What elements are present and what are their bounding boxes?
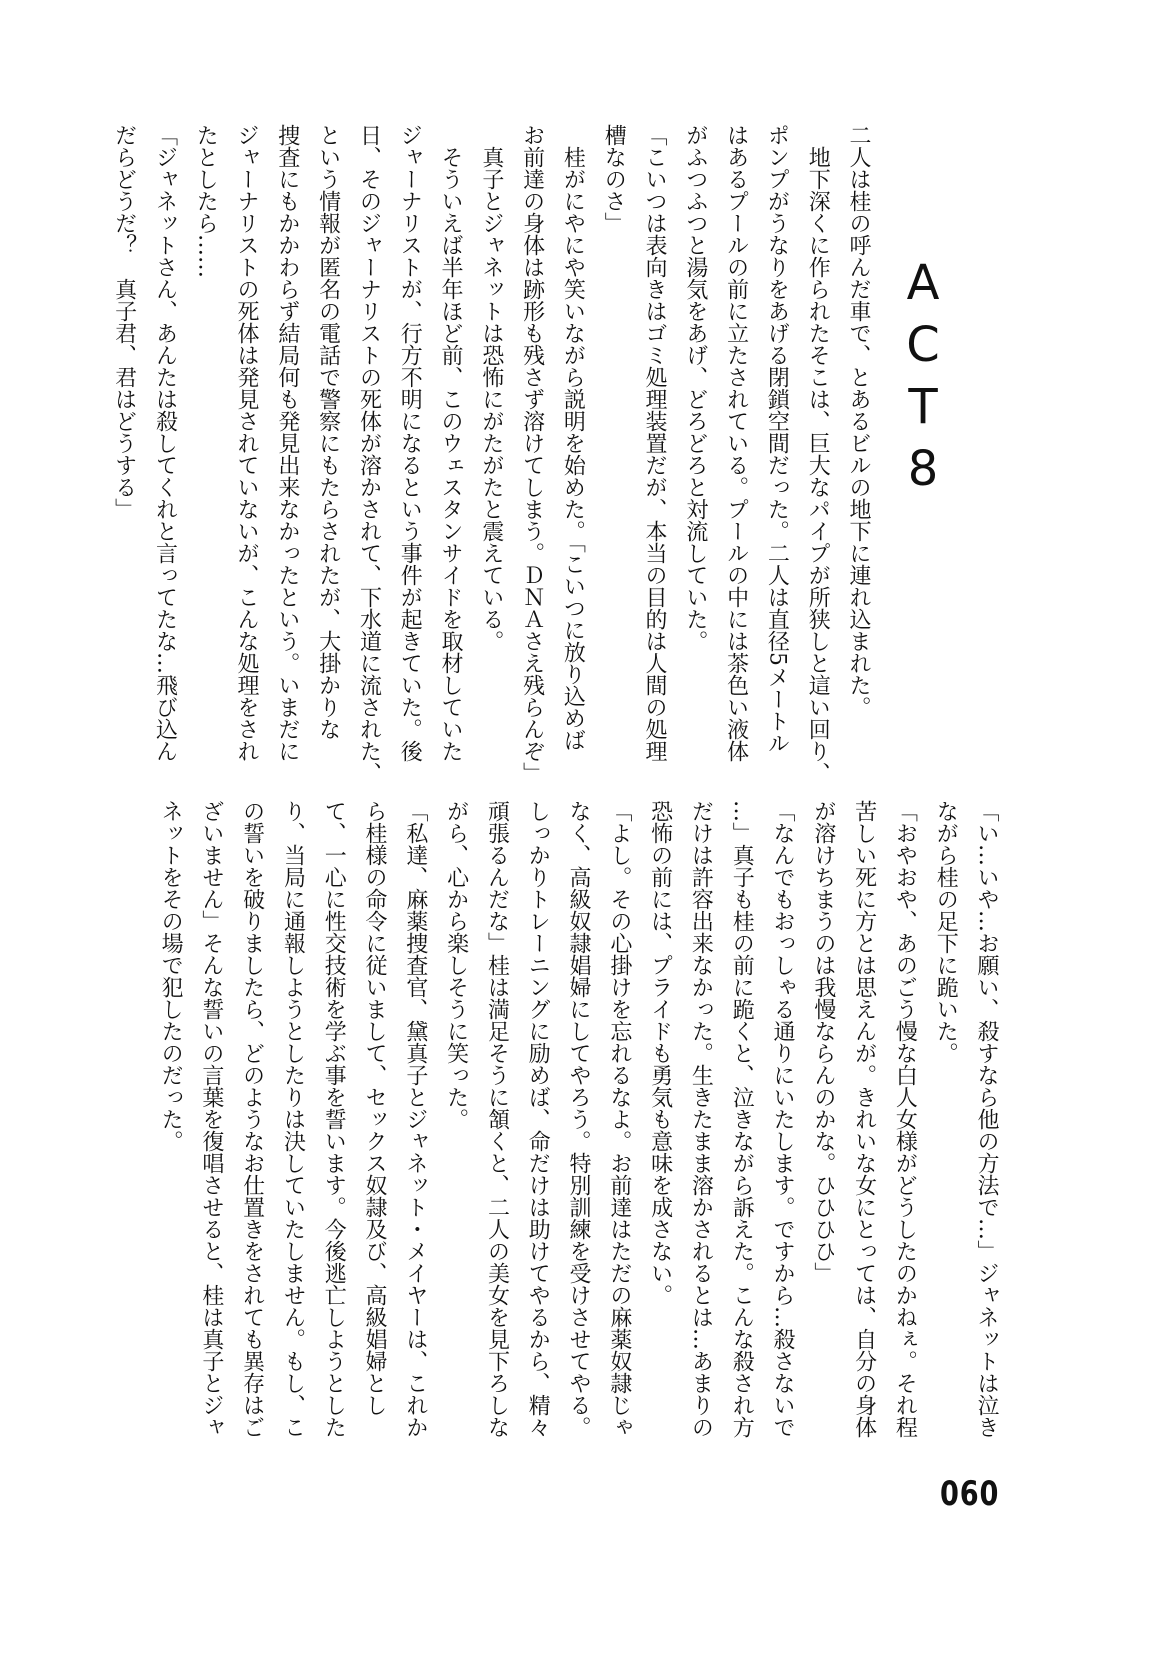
text-line: 捜査にもかかわらず結局何も発見出来なかったという。いまだに <box>274 124 300 762</box>
text-line: 「なんでもおっしゃる通りにいたします。ですから…殺さないで <box>770 800 796 1438</box>
text-line: 真子とジャネットは恐怖にがたがたと震えている。 <box>478 124 504 652</box>
text-line: お前達の身体は跡形も残さず溶けてしまう。ＤＮＡさえ残らんぞ」 <box>519 124 545 784</box>
text-line: 「こいつは表向きはゴミ処理装置だが、本当の目的は人間の処理 <box>642 124 668 762</box>
text-line: 地下深くに作られたそこは、巨大なパイプが所狭しと這い回り、 <box>805 124 831 784</box>
text-line: ざいません」そんな誓いの言葉を復唱させると、桂は真子とジャ <box>198 800 224 1438</box>
text-line: なく、高級奴隷娼婦にしてやろう。特別訓練を受けさせてやる。 <box>566 800 592 1438</box>
chapter-title: ACT8 <box>895 255 951 503</box>
text-line: 「よし。その心掛けを忘れるなよ。お前達はただの麻薬奴隷じゃ <box>606 800 632 1438</box>
text-line: ポンプがうなりをあげる閉鎖空間だった。二人は直径5メートル <box>764 124 790 754</box>
text-line: ネットをその場で犯したのだった。 <box>158 800 184 1152</box>
text-line: ら桂様の命令に従いまして、セックス奴隷及び、高級娼婦とし <box>362 800 388 1416</box>
text-line: だらどうだ？ 真子君、君はどうする」 <box>111 124 137 520</box>
text-line: の誓いを破りましたら、どのようなお仕置きをされても異存はご <box>239 800 265 1438</box>
text-line: がら、心から楽しそうに笑った。 <box>443 800 469 1130</box>
lower-text-block <box>144 800 1006 1464</box>
text-line: 頑張るんだな」桂は満足そうに頷くと、二人の美女を見下ろしな <box>484 800 510 1438</box>
text-line: て、一心に性交技術を学ぶ事を誓います。今後逃亡しようとした <box>321 800 347 1438</box>
text-line: ジャーナリストの死体は発見されていないが、こんな処理をされ <box>234 124 260 762</box>
text-line: ながら桂の足下に跪いた。 <box>933 800 959 1064</box>
text-line: 「私達、麻薬捜査官、黛真子とジャネット・メイヤーは、これか <box>402 800 428 1438</box>
text-line: 槽なのさ」 <box>601 124 627 234</box>
text-line: 日、そのジャーナリストの死体が溶かされて、下水道に流された、 <box>356 124 382 784</box>
page-number: 060 <box>940 1474 1000 1514</box>
text-line: 恐怖の前には、プライドも勇気も意味を成さない。 <box>647 800 673 1306</box>
text-line: だけは許容出来なかった。生きたまま溶かされるとは…あまりの <box>688 800 714 1438</box>
text-line: が溶けちまうのは我慢ならんのかな。ひひひひ」 <box>810 800 836 1284</box>
text-line: という情報が匿名の電話で警察にもたらされたが、大掛かりな <box>315 124 341 740</box>
text-line: 「ジャネットさん、あんたは殺してくれと言ってたな…飛び込ん <box>152 124 178 762</box>
text-line: 「い…いや…お願い、殺すなら他の方法で…」ジャネットは泣き <box>974 800 999 1438</box>
text-line: 二人は桂の呼んだ車で、とあるビルの地下に連れ込まれた。 <box>846 124 871 718</box>
text-line: たとしたら…… <box>193 124 219 278</box>
text-line: ジャーナリストが、行方不明になるという事件が起きていた。後 <box>397 124 423 762</box>
text-line: しっかりトレーニングに励めば、命だけは助けてやるから、精々 <box>525 800 551 1438</box>
text-line: がふつふつと湯気をあげ、どろどろと対流していた。 <box>682 124 708 652</box>
text-line: 「おやおや、あのごう慢な白人女様がどうしたのかねぇ。それ程 <box>892 800 918 1438</box>
upper-text-block <box>102 124 878 788</box>
text-line: 苦しい死に方とは思えんが。きれいな女にとっては、自分の身体 <box>851 800 877 1438</box>
text-line: そういえば半年ほど前、このウェスタンサイドを取材していた <box>438 124 464 762</box>
text-line: はあるプールの前に立たされている。プールの中には茶色い液体 <box>723 124 749 762</box>
text-line: り、当局に通報しようとしたりは決していたしません。もし、こ <box>280 800 306 1438</box>
text-line: …」真子も桂の前に跪くと、泣きながら訴えた。こんな殺され方 <box>729 800 755 1438</box>
text-line: 桂がにやにや笑いながら説明を始めた。「こいつに放り込めば <box>560 124 586 751</box>
